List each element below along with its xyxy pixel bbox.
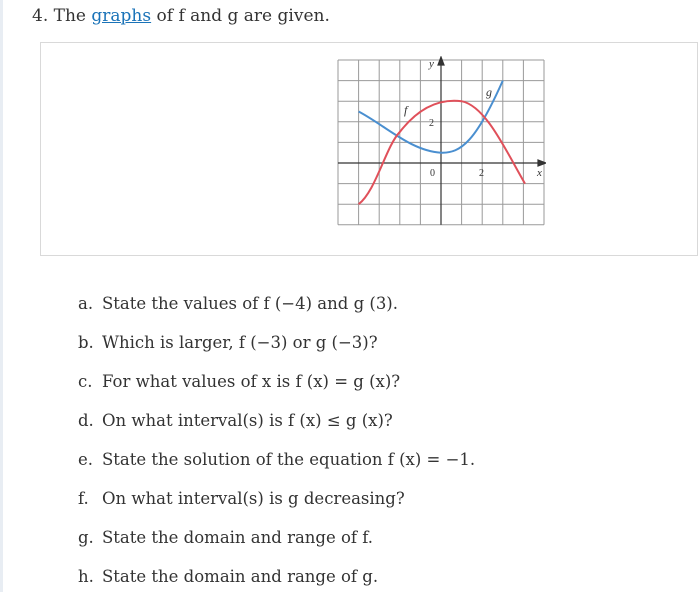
- g-curve-label: g: [486, 85, 492, 99]
- y-tick-label: 2: [429, 118, 434, 129]
- question-mark: f.: [78, 489, 89, 508]
- problem-text-before: The: [53, 6, 86, 26]
- question-text: State the solution of the equation f (x) = −1.: [102, 450, 476, 469]
- question-f: [78, 487, 475, 526]
- question-text: Which is larger, f (−3) or g (−3)?: [102, 333, 378, 352]
- question-mark: e.: [78, 450, 94, 469]
- question-d: [78, 409, 475, 448]
- question-g: [78, 526, 475, 565]
- question-text: On what interval(s) is g decreasing?: [102, 489, 405, 508]
- left-accent-bar: [0, 0, 3, 592]
- question-text: On what interval(s) is f (x) ≤ g (x)?: [102, 411, 393, 430]
- question-a: [78, 292, 475, 331]
- question-mark: d.: [78, 411, 94, 430]
- question-mark: c.: [78, 372, 93, 391]
- y-axis-label: y: [429, 58, 434, 70]
- x-axis-label: x: [537, 167, 542, 179]
- problem-number: 4.: [32, 6, 49, 26]
- question-e: [78, 448, 475, 487]
- graph-axes: [338, 57, 546, 225]
- question-text: State the values of f (−4) and g (3).: [102, 294, 398, 313]
- question-text: State the domain and range of f.: [102, 528, 374, 547]
- question-mark: g.: [78, 528, 94, 547]
- question-h: [78, 565, 475, 604]
- f-curve-label: f: [404, 103, 408, 117]
- function-graph: [336, 56, 546, 226]
- question-text: State the domain and range of g.: [102, 567, 379, 586]
- question-mark: b.: [78, 333, 94, 352]
- question-b: [78, 331, 475, 370]
- question-text: For what values of x is f (x) = g (x)?: [102, 372, 401, 391]
- graphs-link[interactable]: graphs: [91, 6, 152, 26]
- question-list: [78, 292, 475, 604]
- problem-heading: [32, 6, 330, 26]
- question-mark: h.: [78, 567, 94, 586]
- x-tick-label: 2: [479, 168, 484, 179]
- question-c: [78, 370, 475, 409]
- origin-label: 0: [430, 168, 435, 179]
- problem-text-after: of f and g are given.: [156, 6, 330, 26]
- question-mark: a.: [78, 294, 94, 313]
